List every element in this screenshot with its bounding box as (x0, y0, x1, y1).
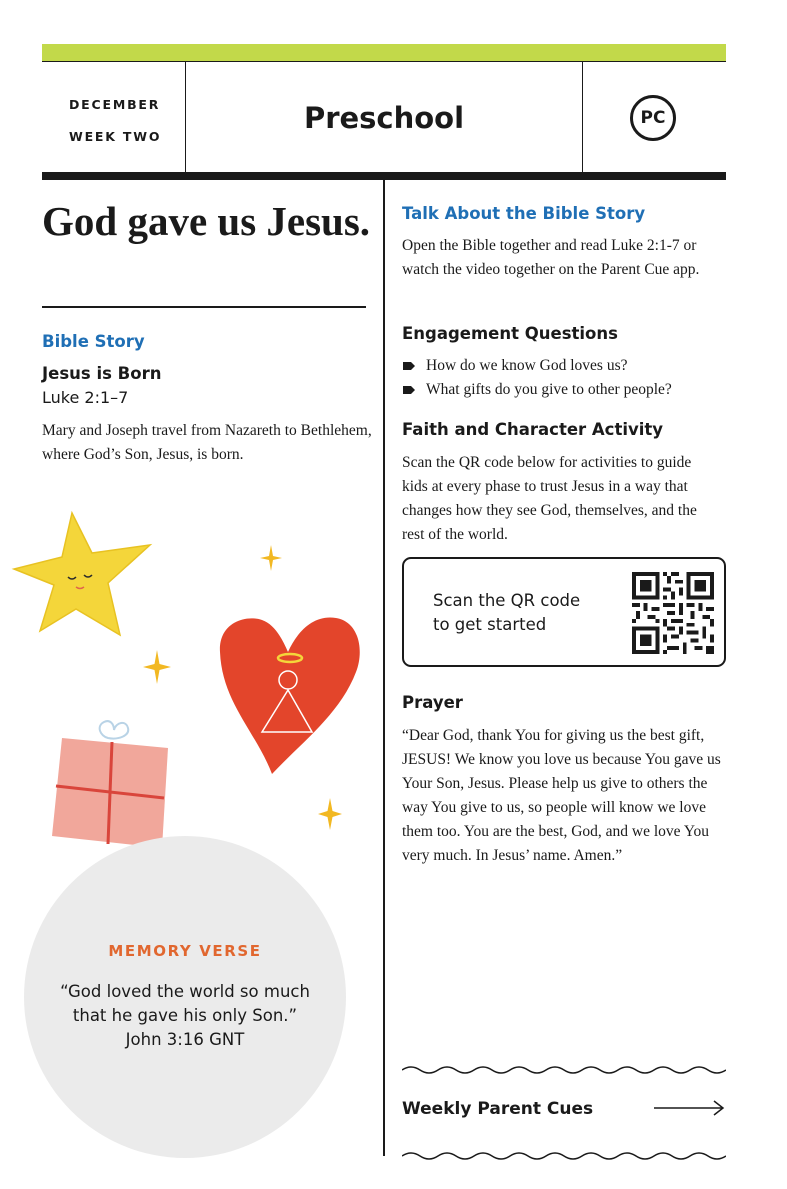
month-label: DECEMBER (69, 97, 161, 112)
question-list (402, 354, 672, 402)
activity-body: Scan the QR code below for activities to guide kids at every phase to trust Jesus in a way that changes how they see God, themselves, and the rest of the world. (402, 454, 697, 543)
week-label: WEEK TWO (69, 129, 162, 144)
weekly-parent-cues-label: Weekly Parent Cues (402, 1099, 594, 1119)
qr-line: Scan the QR code (433, 591, 581, 610)
activity-label: Faith and Character Activity (402, 420, 664, 439)
memory-verse-reference: John 3:16 GNT (125, 1030, 245, 1049)
memory-verse-text (24, 980, 346, 1052)
list-item (402, 378, 672, 402)
logo-cell (583, 62, 726, 173)
page-title: Preschool (303, 100, 465, 135)
header-divider (42, 172, 726, 180)
question-text: How do we know God loves us? (426, 357, 628, 374)
qr-code-icon[interactable] (632, 572, 714, 654)
qr-line: to get started (433, 615, 547, 634)
memory-verse-line: that he gave his only Son.” (72, 1006, 298, 1025)
bible-story-label: Bible Story (42, 332, 145, 351)
heart-illustration (216, 612, 364, 776)
prayer-label: Prayer (402, 693, 463, 712)
sparkle-icon (258, 543, 284, 573)
talk-body: Open the Bible together and read Luke 2:1-7 or watch the video together on the Parent Cue app. (402, 237, 700, 278)
headline: God gave us Jesus. (42, 198, 371, 244)
weekly-parent-cues-link[interactable] (402, 1097, 726, 1123)
star-illustration (10, 505, 160, 645)
story-summary: Mary and Joseph travel from Nazareth to Bethlehem, where God’s Son, Jesus, is born. (42, 422, 372, 463)
sparkle-icon (316, 796, 344, 832)
bullet-arrow-icon (402, 354, 416, 378)
header (42, 61, 726, 173)
gift-illustration (50, 718, 170, 852)
memory-verse-line: “God loved the world so much (60, 982, 310, 1001)
memory-verse-label: MEMORY VERSE (108, 942, 262, 960)
logo-text: PC (640, 108, 666, 128)
prayer-body: “Dear God, thank You for giving us the best gift, JESUS! We know you love us because You gave us Your Son, Jesus. Please help us give to others the way You give to us, so people will know we love them too. You are the best, God, and we love You very much. In Jesus’ name. Amen.” (402, 727, 721, 864)
story-reference: Luke 2:1–7 (42, 388, 129, 407)
arrow-right-icon (652, 1099, 726, 1117)
wave-divider (402, 1064, 726, 1076)
wave-divider (402, 1150, 726, 1162)
qr-callout-text (433, 589, 580, 637)
pc-logo-icon (630, 95, 676, 141)
bullet-arrow-icon (402, 378, 416, 402)
qr-callout[interactable] (402, 557, 726, 667)
memory-verse-circle (24, 836, 346, 1158)
story-title: Jesus is Born (42, 364, 162, 383)
sparkle-icon (141, 648, 173, 686)
question-text: What gifts do you give to other people? (426, 381, 672, 398)
title-cell (186, 62, 583, 173)
top-accent-bar (42, 44, 726, 61)
date-cell (42, 62, 186, 173)
talk-label: Talk About the Bible Story (402, 204, 646, 223)
list-item (402, 354, 672, 378)
headline-rule (42, 306, 366, 308)
column-divider (383, 180, 385, 1156)
engagement-label: Engagement Questions (402, 324, 618, 343)
